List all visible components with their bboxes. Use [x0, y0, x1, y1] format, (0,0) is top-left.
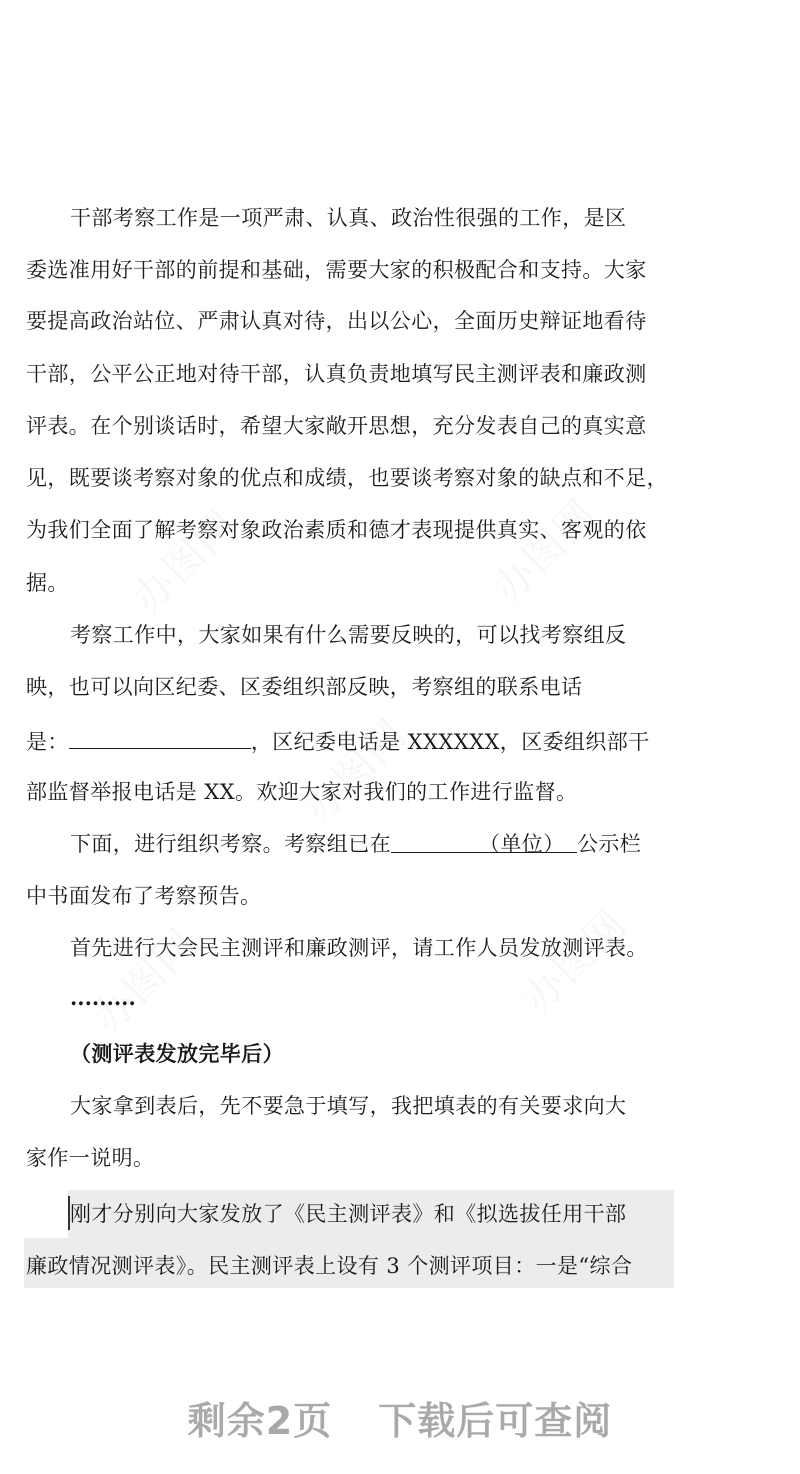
paragraph-line: 考察工作中，大家如果有什么需要反映的，可以找考察组反 — [70, 623, 627, 647]
paragraph-line: 中书面发布了考察预告。 — [26, 884, 262, 908]
paragraph-line: 干部考察工作是一项严肃、认真、政治性很强的工作，是区 — [70, 206, 627, 230]
phone-blank-field — [69, 726, 251, 749]
paragraph-line: 要提高政治站位、严肃认真对待，出以公心，全面历史辩证地看待 — [26, 309, 647, 333]
stage-note: （测评表发放完毕后） — [70, 1041, 284, 1066]
paragraph-line: 评表。在个别谈话时，希望大家敞开思想，充分发表自己的真实意 — [26, 414, 647, 438]
download-banner[interactable] — [0, 1390, 800, 1445]
unit-label: （单位） — [479, 832, 565, 856]
paragraph-line: 大家拿到表后，先不要急于填写，我把填表的有关要求向大 — [70, 1094, 627, 1118]
paragraph-line: 见，既要谈考察对象的优点和成绩，也要谈考察对象的缺点和不足， — [26, 466, 668, 490]
paragraph-line: 廉政情况测评表》。民主测评表上设有 3 个测评项目：一是“综合 — [26, 1254, 633, 1278]
paragraph-line: 首先进行大会民主测评和廉政测评，请工作人员发放测评表。 — [70, 936, 648, 960]
watermark — [118, 494, 247, 623]
paragraph-line-phone — [26, 726, 676, 754]
paragraph-line: 部监督举报电话是 XX。欢迎大家对我们的工作进行监督。 — [26, 780, 578, 804]
phone-suffix: ，区纪委电话是 XXXXXX，区委组织部干 — [250, 730, 650, 754]
remaining-pages-text: 剩余2页 — [187, 1399, 333, 1443]
ellipsis: ......... — [70, 985, 136, 1010]
paragraph-line: 据。 — [26, 571, 69, 595]
paragraph-line: 为我们全面了解考察对象政治素质和德才表现提供真实、客观的依 — [26, 518, 647, 542]
paragraph-line-unit — [70, 830, 676, 858]
paragraph-line: 家作一说明。 — [26, 1146, 155, 1170]
unit-blank-field — [391, 830, 577, 856]
unit-prefix: 下面，进行组织考察。考察组已在 — [70, 832, 391, 856]
paragraph-line: 映，也可以向区纪委、区委组织部反映，考察组的联系电话 — [26, 675, 583, 699]
paragraph-line: 刚才分别向大家发放了《民主测评表》和《拟选拔任用干部 — [70, 1202, 627, 1226]
paragraph-line: 委选准用好干部的前提和基础，需要大家的积极配合和支持。大家 — [26, 258, 647, 282]
paragraph-line: 干部，公平公正地对待干部，认真负责地填写民主测评表和廉政测 — [26, 362, 647, 386]
phone-label: 是： — [26, 730, 69, 754]
watermark — [288, 704, 417, 833]
unit-suffix: 公示栏 — [577, 832, 642, 856]
selection-notch — [24, 1190, 68, 1238]
download-hint-text: 下载后可查阅 — [378, 1399, 613, 1443]
